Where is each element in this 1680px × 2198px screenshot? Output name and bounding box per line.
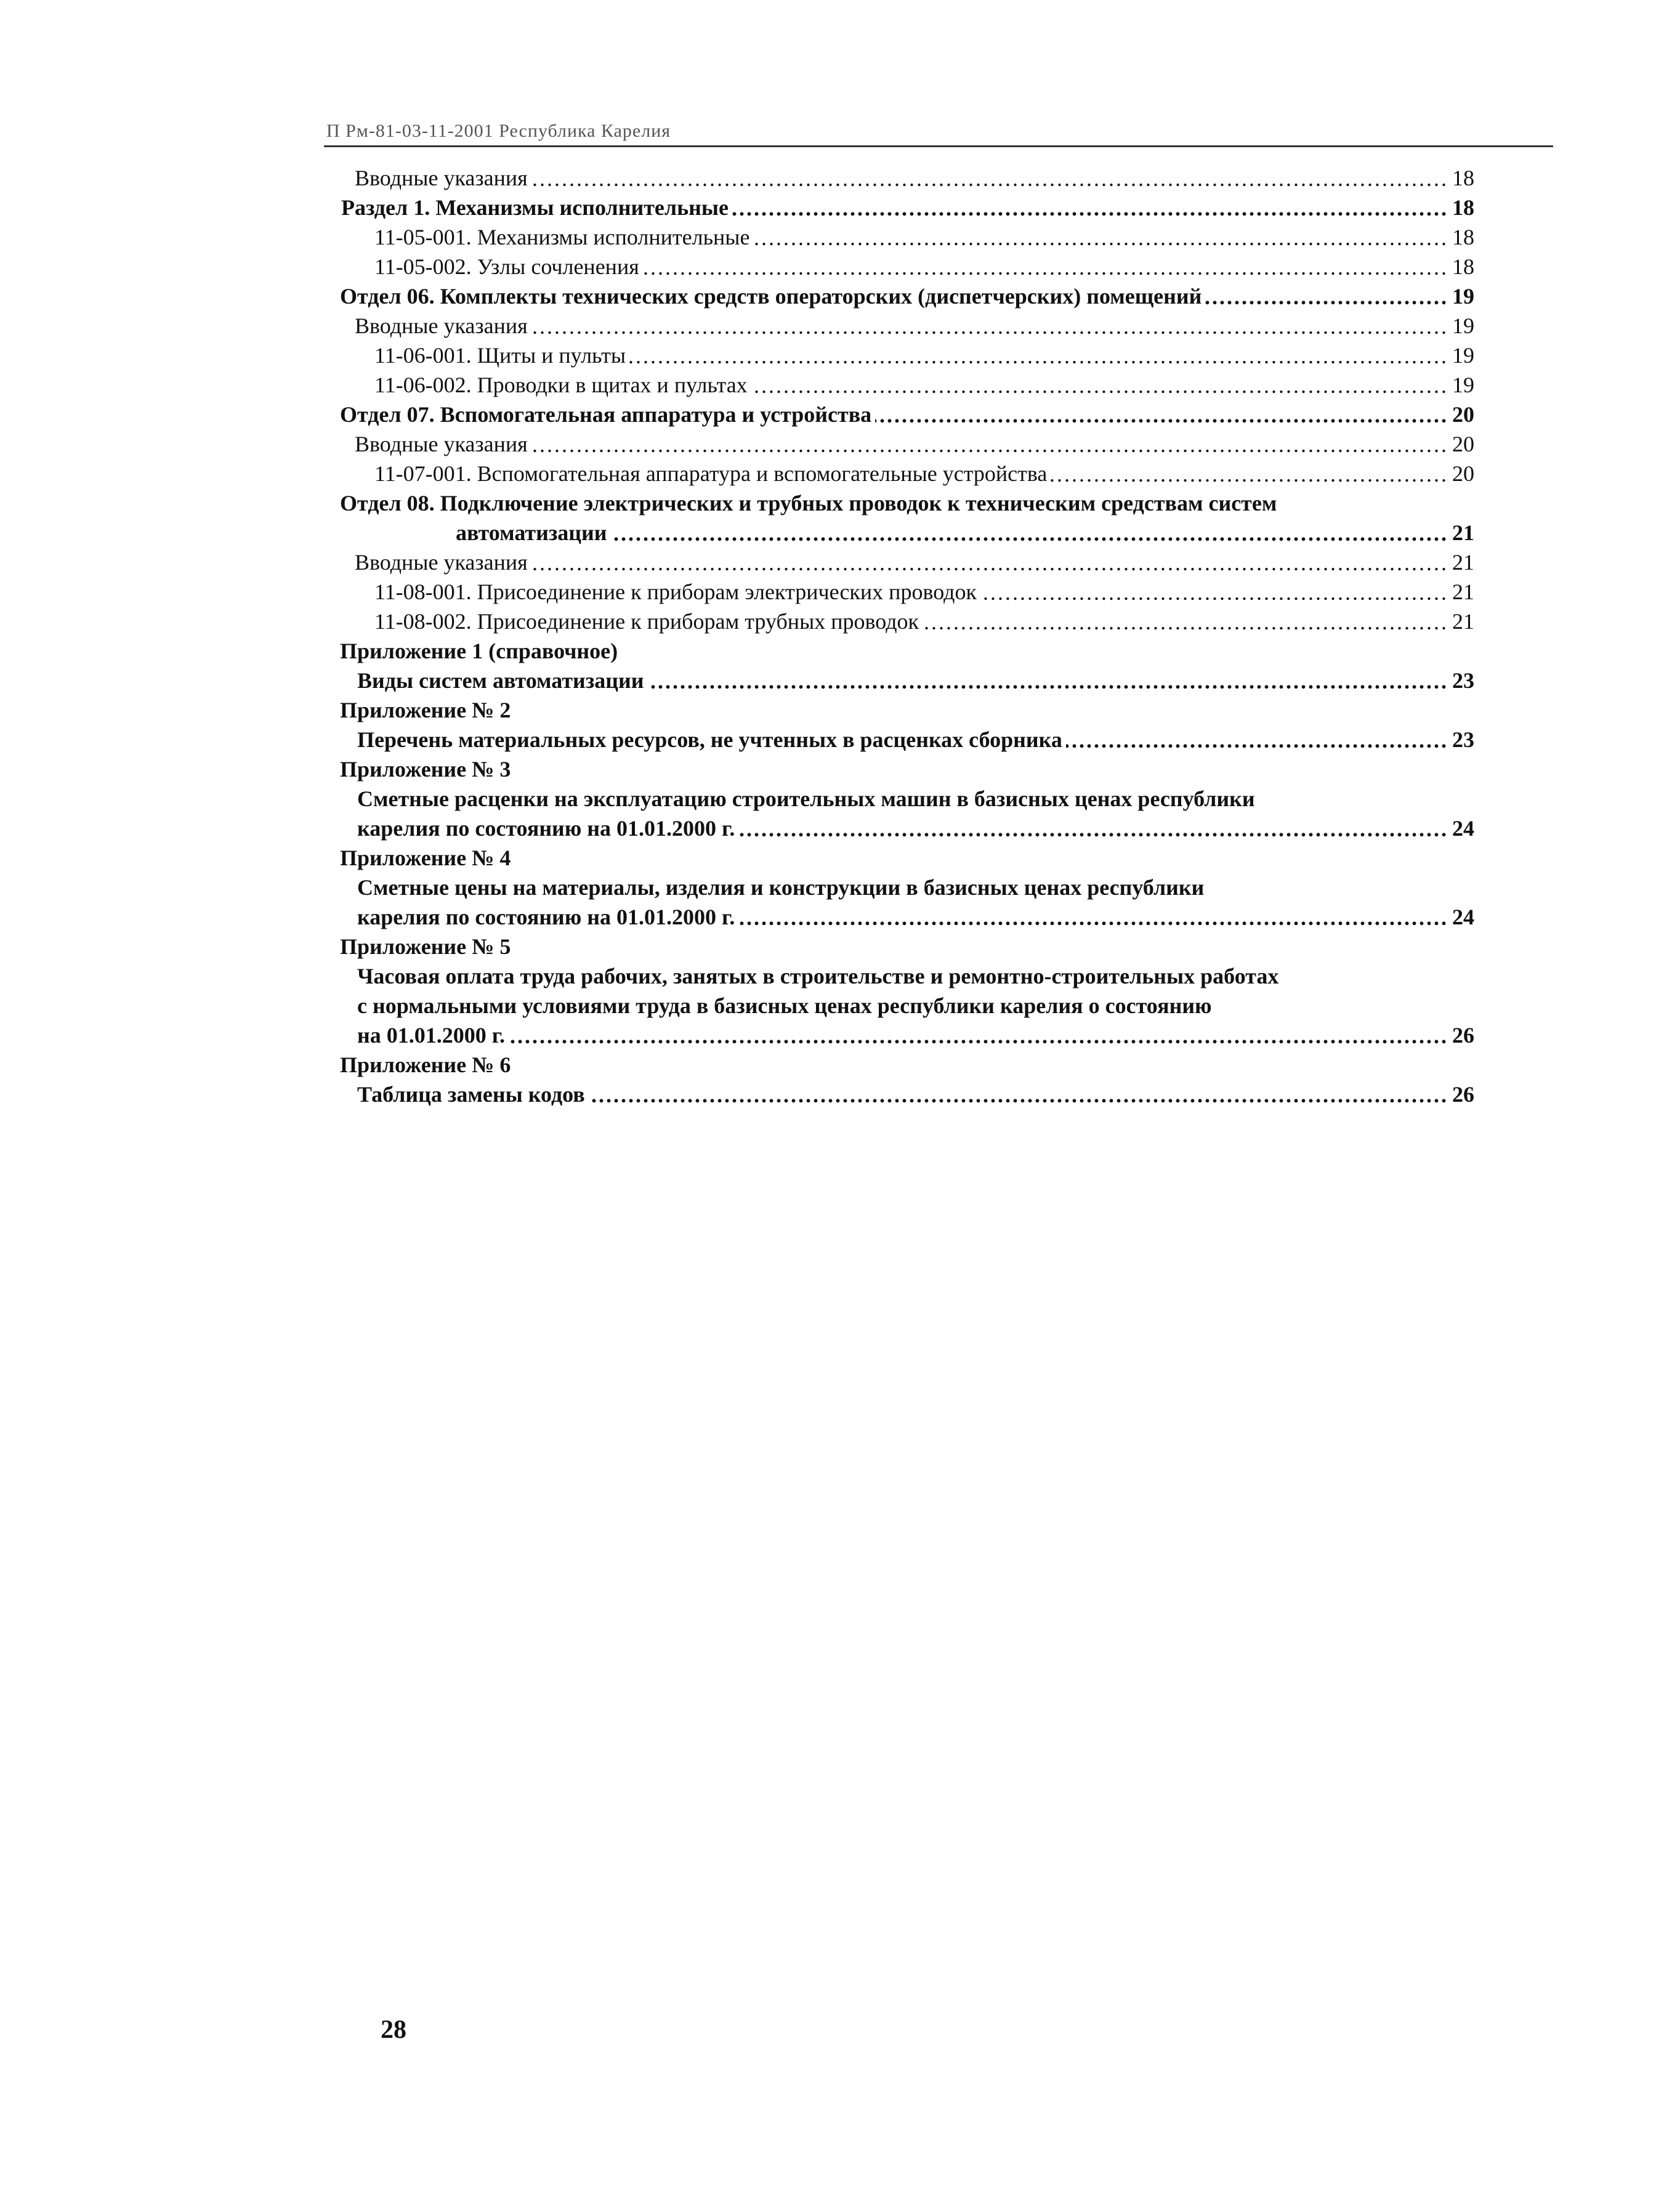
toc-entry-page: 21 bbox=[1452, 609, 1474, 634]
toc-entry bbox=[374, 578, 1474, 606]
toc-entry bbox=[357, 873, 1474, 902]
toc-entry-page: 18 bbox=[1452, 166, 1474, 190]
toc-entry-page: 20 bbox=[1452, 402, 1474, 427]
toc-entry-page: 23 bbox=[1452, 668, 1474, 693]
toc-leader bbox=[738, 903, 1448, 931]
toc-entry-label: Сметные расценки на эксплуатацию строительных машин в базисных ценах республики bbox=[357, 786, 1255, 811]
toc-leader bbox=[611, 519, 1448, 547]
toc-entry-label: Вводные указания bbox=[355, 166, 528, 190]
toc-entry bbox=[341, 193, 1474, 222]
toc-entry-page: 21 bbox=[1452, 550, 1474, 575]
toc-entry-label: Приложение № 4 bbox=[340, 846, 511, 870]
toc-entry-page: 21 bbox=[1452, 520, 1474, 545]
toc-leader bbox=[531, 430, 1448, 458]
toc-entry bbox=[340, 696, 1474, 724]
toc-entry-label: Отдел 06. Комплекты технических средств операторских (диспетчерских) помещений bbox=[340, 284, 1202, 309]
toc-leader bbox=[531, 164, 1448, 192]
toc-leader bbox=[753, 223, 1448, 251]
toc-entry bbox=[374, 253, 1474, 281]
toc-entry bbox=[357, 992, 1474, 1020]
toc-leader bbox=[875, 400, 1448, 429]
toc-leader bbox=[732, 193, 1448, 222]
toc-entry bbox=[355, 312, 1474, 340]
toc-entry-label: Приложение № 3 bbox=[340, 757, 511, 782]
toc-entry bbox=[357, 1080, 1474, 1109]
toc-entry bbox=[340, 755, 1474, 783]
toc-entry-label: Приложение 1 (справочное) bbox=[340, 639, 618, 663]
header-rule bbox=[324, 145, 1553, 147]
toc-entry bbox=[357, 725, 1474, 754]
toc-entry bbox=[374, 607, 1474, 636]
toc-leader bbox=[509, 1021, 1448, 1049]
toc-entry-label: карелия по состоянию на 01.01.2000 г. bbox=[357, 905, 735, 929]
toc-entry-page: 19 bbox=[1452, 343, 1474, 368]
toc-entry bbox=[357, 1021, 1474, 1049]
toc-leader bbox=[980, 578, 1448, 606]
toc-entry-label: Вводные указания bbox=[355, 313, 528, 338]
toc-entry-label: Отдел 08. Подключение электрических и трубных проводок к техническим средствам систем bbox=[340, 491, 1277, 515]
toc-entry-label: 11-06-001. Щиты и пульты bbox=[374, 343, 626, 368]
toc-leader bbox=[629, 341, 1448, 370]
toc-entry-label: Раздел 1. Механизмы исполнительные bbox=[341, 195, 729, 220]
toc-entry-label: с нормальными условиями труда в базисных ценах республики карелия о состоянию bbox=[357, 993, 1212, 1018]
toc-leader bbox=[1051, 459, 1448, 488]
toc-entry-page: 24 bbox=[1452, 905, 1474, 929]
toc-leader bbox=[643, 253, 1448, 281]
toc-entry-label: 11-08-001. Присоединение к приборам электрических проводок bbox=[374, 580, 977, 604]
toc-leader bbox=[531, 548, 1448, 576]
page-number: 28 bbox=[381, 2016, 406, 2044]
toc-entry bbox=[374, 371, 1474, 399]
toc-entry bbox=[374, 459, 1474, 488]
toc-entry bbox=[340, 932, 1474, 961]
toc-entry bbox=[340, 1051, 1474, 1079]
toc-entry-label: Перечень материальных ресурсов, не учтенных в расценках сборника bbox=[357, 727, 1062, 752]
toc-entry bbox=[357, 785, 1474, 813]
toc-entry bbox=[374, 223, 1474, 251]
toc-entry-label: Отдел 07. Вспомогательная аппаратура и устройства bbox=[340, 402, 872, 427]
toc-entry-page: 19 bbox=[1452, 313, 1474, 338]
toc-entry bbox=[374, 341, 1474, 370]
toc-entry-label: Сметные цены на материалы, изделия и конструкции в базисных ценах республики bbox=[357, 875, 1205, 900]
toc-leader bbox=[1205, 282, 1448, 310]
toc-entry-label: автоматизации bbox=[456, 520, 607, 545]
toc-entry-page: 19 bbox=[1452, 284, 1474, 309]
toc-entry-label: 11-08-002. Присоединение к приборам трубных проводок bbox=[374, 609, 919, 634]
toc-entry bbox=[355, 548, 1474, 576]
toc-entry-label: Приложение № 6 bbox=[340, 1053, 511, 1077]
toc-entry-page: 24 bbox=[1452, 816, 1474, 841]
toc-entry-label: 11-06-002. Проводки в щитах и пультах bbox=[374, 373, 748, 397]
toc-entry-label: Часовая оплата труда рабочих, занятых в строительстве и ремонтно-строительных работах bbox=[357, 964, 1279, 988]
toc-leader bbox=[589, 1080, 1448, 1109]
toc-entry-page: 18 bbox=[1452, 195, 1474, 220]
toc-leader bbox=[738, 814, 1448, 842]
toc-leader bbox=[751, 371, 1448, 399]
toc-entry-page: 26 bbox=[1452, 1023, 1474, 1048]
toc-entry bbox=[340, 844, 1474, 872]
toc-entry-page: 18 bbox=[1452, 225, 1474, 249]
toc-entry bbox=[355, 430, 1474, 458]
toc-entry bbox=[340, 489, 1474, 517]
toc-entry bbox=[456, 519, 1474, 547]
toc-entry bbox=[340, 282, 1474, 310]
toc-entry-label: Приложение № 5 bbox=[340, 934, 511, 959]
toc-entry-label: Таблица замены кодов bbox=[357, 1082, 585, 1107]
toc-entry bbox=[357, 666, 1474, 695]
toc-entry-label: Вводные указания bbox=[355, 550, 528, 575]
toc-entry-page: 21 bbox=[1452, 580, 1474, 604]
toc-entry-label: Вводные указания bbox=[355, 432, 528, 456]
toc-entry-page: 18 bbox=[1452, 254, 1474, 279]
toc-entry-page: 23 bbox=[1452, 727, 1474, 752]
toc-entry-label: 11-05-001. Механизмы исполнительные bbox=[374, 225, 750, 249]
running-header: П Рм-81-03-11-2001 Республика Карелия bbox=[326, 121, 671, 141]
toc-entry-page: 26 bbox=[1452, 1082, 1474, 1107]
toc-entry-page: 19 bbox=[1452, 373, 1474, 397]
toc-entry bbox=[340, 400, 1474, 429]
toc-leader bbox=[1066, 725, 1448, 754]
toc-entry bbox=[355, 164, 1474, 192]
toc-entry-label: 11-07-001. Вспомогательная аппаратура и вспомогательные устройства bbox=[374, 461, 1048, 486]
toc-entry bbox=[357, 962, 1474, 990]
toc-entry-label: Виды систем автоматизации bbox=[357, 668, 644, 693]
toc-entry bbox=[340, 637, 1474, 665]
toc-entry-label: 11-05-002. Узлы сочленения bbox=[374, 254, 639, 279]
toc-leader bbox=[531, 312, 1448, 340]
toc-leader bbox=[648, 666, 1449, 695]
toc-entry-label: на 01.01.2000 г. bbox=[357, 1023, 506, 1048]
toc-leader bbox=[923, 607, 1448, 636]
toc-entry-label: Приложение № 2 bbox=[340, 698, 511, 722]
toc-entry-label: карелия по состоянию на 01.01.2000 г. bbox=[357, 816, 735, 841]
toc-entry-page: 20 bbox=[1452, 461, 1474, 486]
toc-entry bbox=[357, 814, 1474, 842]
toc-entry-page: 20 bbox=[1452, 432, 1474, 456]
toc-entry bbox=[357, 903, 1474, 931]
